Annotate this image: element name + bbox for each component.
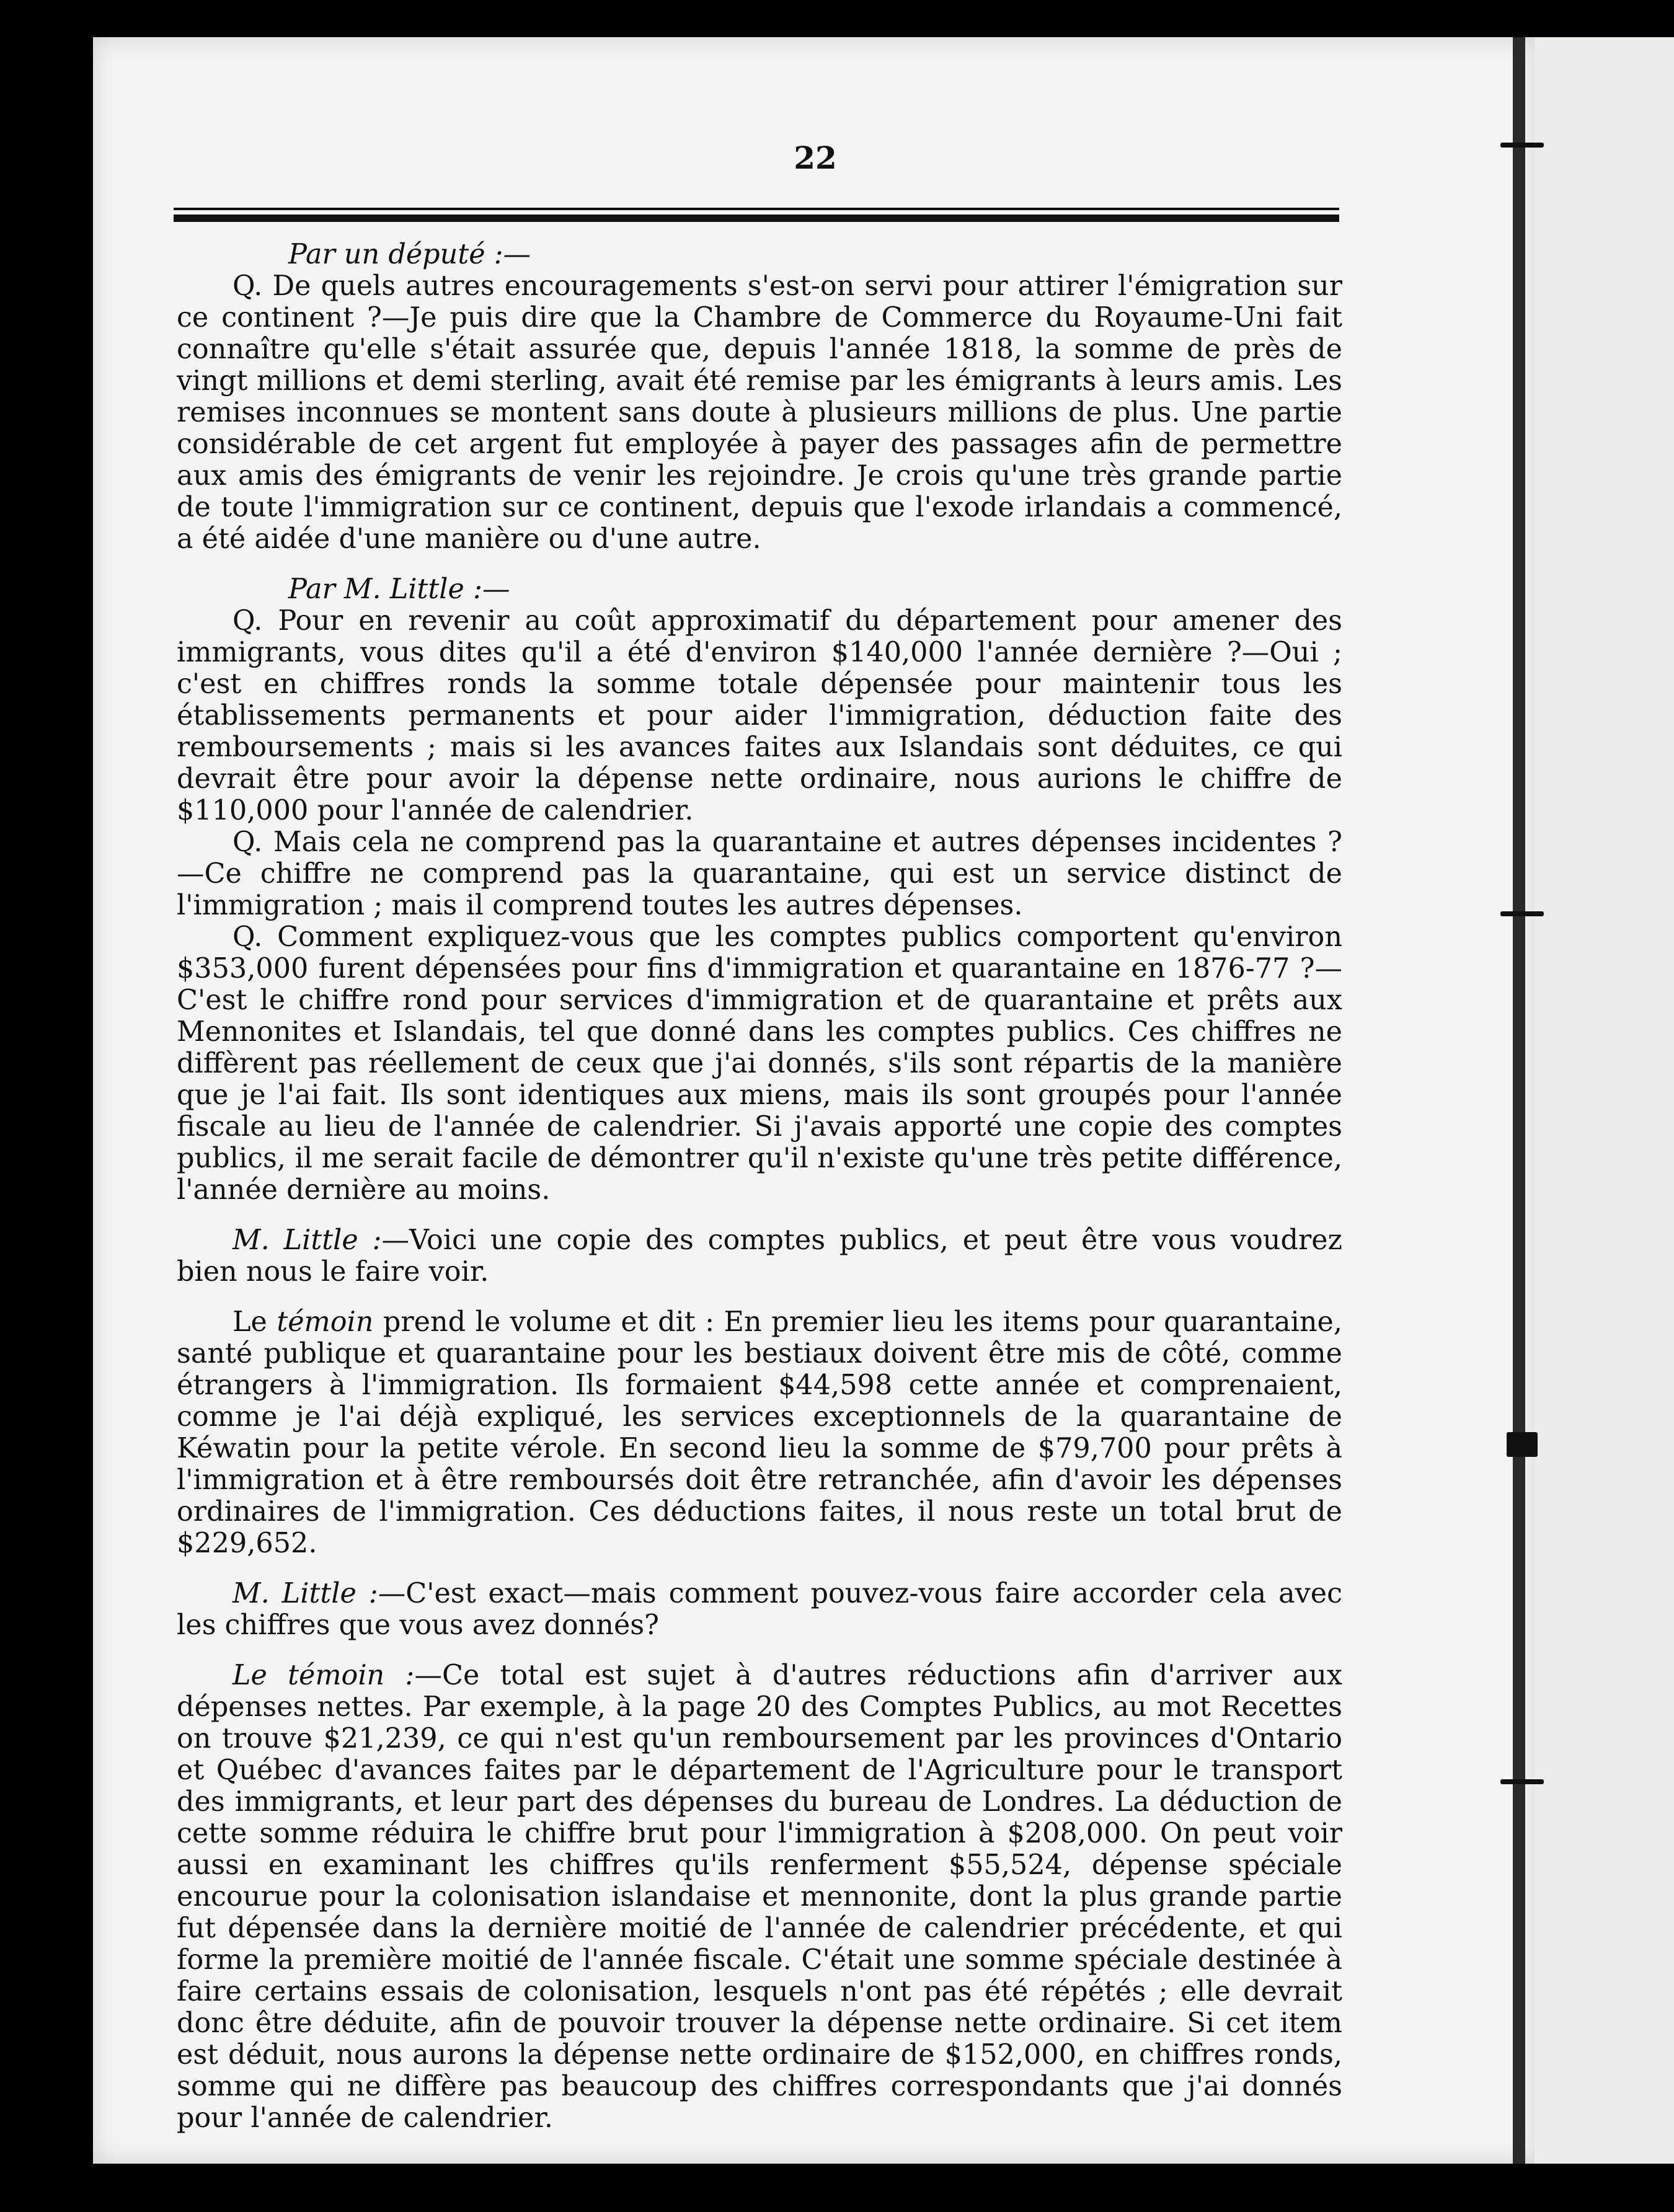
speaker-name: témoin <box>277 1306 374 1338</box>
spacer <box>177 1641 1342 1660</box>
spacer <box>177 555 1342 573</box>
spacer <box>177 1559 1342 1578</box>
paragraph: Q. De quels autres encouragements s'est-on servi pour attirer l'émigration sur ce continent ?—Je puis dire que la Chambre de Commerce du Royaume-Uni fait connaître qu'elle s'était assurée que, depuis l'année 1818, la somme de près de vingt millions et demi sterling, avait été remise par les émigrants à leurs amis. Les remises inconnues se montent sans doute à plusieurs millions de plus. Une partie considérable de cet argent fut employée à payer des passages afin de permettre aux amis des émigrants de venir les rejoindre. Je crois qu'une très grande partie de toute l'immigration sur ce continent, depuis que l'exode irlandais a commencé, a été aidée d'une manière ou d'une autre. <box>177 270 1342 555</box>
book-page <box>93 37 1538 2164</box>
header-rule-thin <box>174 208 1339 210</box>
speech-text: prend le volume et dit : En premier lieu les items pour quarantaine, santé publique et quarantaine pour les bestiaux doivent être mis de côté, comme étrangers à l'immigration. Ils formaient $44,598 cette année et comprenaient, comme je l'ai déjà expliqué, les services exceptionnels de la quarantaine de Kéwatin pour la petite vérole. En second lieu la somme de $79,700 pour prêts à l'immigration et à être remboursés doit être retranchée, afin d'avoir les dépenses ordinaires de l'immigration. Ces déductions faites, il nous reste un total brut de $229,652. <box>177 1306 1342 1559</box>
speech-paragraph <box>177 1306 1342 1559</box>
spacer <box>177 1288 1342 1306</box>
page-number: 22 <box>794 139 837 176</box>
speech-paragraph <box>177 1224 1342 1288</box>
speech-text: —Voici une copie des comptes publics, et peut être vous voudrez bien nous le faire voir. <box>177 1224 1342 1288</box>
witness-prefix: Le <box>232 1306 277 1338</box>
speech-text: —Ce total est sujet à d'autres réductions afin d'arriver aux dépenses nettes. Par exemple, à la page 20 des Comptes Publics, au mot Recettes on trouve $21,239, ce qui n'est qu'un remboursement par les provinces d'Ontario et Québec d'avances faites par le département de l'Agriculture pour le transport des immigrants, et leur part des dépenses du bureau de Londres. La déduction de cette somme réduira le chiffre brut pour l'immigration à $208,000. On peut voir aussi en examinant les chiffres qu'ils renferment $55,524, dépense spéciale encourue pour la colonisation islandaise et mennonite, dont la plus grande partie fut dépensée dans la dernière moitié de l'année de calendrier précédente, et qui forme la première moitié de l'année fiscale. C'était une somme spéciale destinée à faire certains essais de colonisation, lesquels n'ont pas été répétés ; elle devrait donc être déduite, afin de pouvoir trouver la dépense nette ordinaire. Si cet item est déduit, nous aurons la dépense nette ordinaire de $152,000, en chiffres ronds, somme qui ne diffère pas beaucoup des chiffres correspondants que j'ai donnés pour l'année de calendrier. <box>177 1660 1342 2134</box>
body-text <box>177 239 1342 2134</box>
paragraph: Q. Mais cela ne comprend pas la quarantaine et autres dépenses incidentes ?—Ce chiffre ne comprend pas la quarantaine, qui est un service distinct de l'immigration ; mais il comprend toutes les autres dépenses. <box>177 826 1342 921</box>
paragraph: Q. Comment expliquez-vous que les comptes publics comportent qu'environ $353,000 furent dépensées pour fins d'immigration et quarantaine en 1876-77 ?—C'est le chiffre rond pour services d'immigration et de quarantaine et prêts aux Mennonites et Islandais, tel que donné dans les comptes publics. Ces chiffres ne diffèrent pas réellement de ceux que j'ai donnés, s'ils sont répartis de la manière que je l'ai fait. Ils sont identiques aux miens, mais ils sont groupés pour l'année fiscale au lieu de l'année de calendrier. Si j'avais apporté une copie des comptes publics, il me serait facile de démontrer qu'il n'existe qu'une très petite différence, l'année dernière au moins. <box>177 921 1342 1206</box>
book-gutter <box>1513 37 1525 2164</box>
speech-paragraph <box>177 1578 1342 1641</box>
binding-stitch-mark <box>1500 143 1544 148</box>
binding-stitch-mark <box>1507 1432 1538 1457</box>
speech-paragraph <box>177 1660 1342 2134</box>
speech-text: —C'est exact—mais comment pouvez-vous faire accorder cela avec les chiffres que vous avez donnés? <box>177 1578 1343 1641</box>
speaker-heading: Par un député :— <box>288 239 531 270</box>
speaker-name: Le témoin : <box>232 1660 415 1691</box>
speaker-heading: Par M. Little :— <box>288 573 510 605</box>
facing-page-edge <box>1534 37 1674 2164</box>
paragraph: Q. Pour en revenir au coût approximatif du département pour amener des immigrants, vous dites qu'il a été d'environ $140,000 l'année dernière ?—Oui ; c'est en chiffres ronds la somme totale dépensée pour maintenir tous les établissements permanents et pour aider l'immigration, déduction faite des remboursements ; mais si les avances faites aux Islandais sont déduites, ce qui devrait être pour avoir la dépense nette ordinaire, nous aurions le chiffre de $110,000 pour l'année de calendrier. <box>177 605 1342 826</box>
speaker-name: M. Little : <box>232 1224 382 1256</box>
binding-stitch-mark <box>1500 1779 1544 1784</box>
header-rule-thick <box>174 215 1339 222</box>
speaker-name: M. Little : <box>232 1578 378 1609</box>
spacer <box>177 1206 1342 1224</box>
binding-stitch-mark <box>1500 911 1544 916</box>
